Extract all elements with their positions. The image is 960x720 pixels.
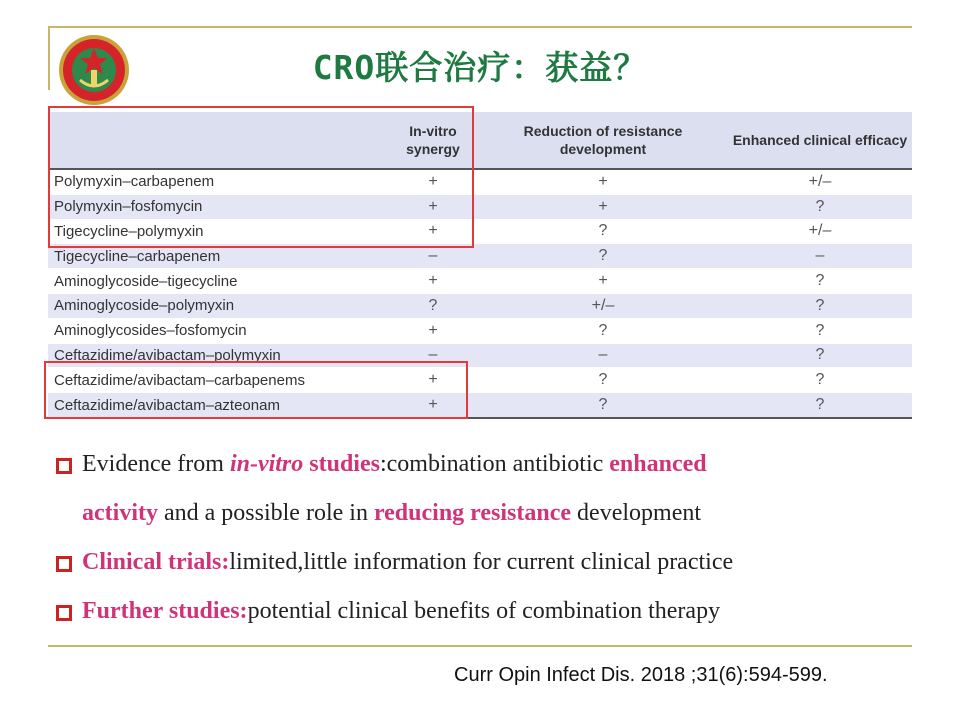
cell-reduction: + [478, 194, 728, 219]
cell-invitro: + [388, 219, 478, 244]
table-row [48, 318, 912, 343]
bullet-square-icon [56, 556, 72, 572]
cell-efficacy: ? [728, 393, 912, 418]
bullet-clinical-trials [56, 538, 926, 587]
cell-invitro: – [388, 244, 478, 269]
row-name: Ceftazidime/avibactam–polymyxin [48, 343, 388, 368]
bullet-further-studies [56, 587, 926, 636]
bullet-text: limited,little information for current clinical practice [229, 549, 734, 575]
highlight-box-top [48, 106, 474, 248]
bullet-evidence [56, 440, 926, 538]
cell-invitro: + [388, 393, 478, 418]
frame-bottom-line [48, 645, 912, 647]
bullet-text: :combination antibiotic [379, 451, 610, 477]
highlight-clinical-trials: Clinical trials: [82, 549, 230, 575]
row-name: Aminoglycoside–polymyxin [48, 293, 388, 318]
cell-efficacy: ? [728, 343, 912, 368]
table-row [48, 293, 912, 318]
row-name: Tigecycline–polymyxin [48, 219, 388, 244]
bullet-text: and a possible role in [157, 500, 374, 526]
header-efficacy: Enhanced clinical efficacy [728, 112, 912, 169]
cell-invitro: + [388, 269, 478, 294]
cell-efficacy: ? [728, 194, 912, 219]
row-name: Tigecycline–carbapenem [48, 244, 388, 269]
cell-reduction: ? [478, 219, 728, 244]
cell-reduction: + [478, 169, 728, 194]
cell-efficacy: ? [728, 368, 912, 393]
row-name: Aminoglycosides–fosfomycin [48, 318, 388, 343]
cell-reduction: + [478, 269, 728, 294]
cell-invitro: + [388, 368, 478, 393]
bullet-square-icon [56, 458, 72, 474]
highlight-box-bottom [44, 361, 468, 419]
row-name: Aminoglycoside–tigecycline [48, 269, 388, 294]
cell-invitro: – [388, 343, 478, 368]
highlight-studies: studies [303, 451, 380, 477]
cell-invitro: + [388, 169, 478, 194]
cell-reduction: – [478, 343, 728, 368]
cell-efficacy: ? [728, 293, 912, 318]
cell-efficacy: +/– [728, 169, 912, 194]
highlight-enhanced: enhanced [609, 451, 707, 477]
slide-title: CRO联合治疗：获益？ [312, 48, 648, 87]
bullet-list [56, 440, 926, 636]
cell-efficacy: ? [728, 318, 912, 343]
cell-invitro: + [388, 194, 478, 219]
cell-reduction: +/– [478, 293, 728, 318]
highlight-reducing-resistance: reducing resistance [373, 500, 572, 526]
cell-reduction: ? [478, 318, 728, 343]
row-name: Polymyxin–carbapenem [48, 169, 388, 194]
row-name: Ceftazidime/avibactam–carbapenems [48, 368, 388, 393]
cell-reduction: ? [478, 368, 728, 393]
bullet-square-icon [56, 605, 72, 621]
highlight-activity: activity [82, 500, 158, 526]
row-name: Ceftazidime/avibactam–azteonam [48, 393, 388, 418]
bullet-text: potential clinical benefits of combination therapy [247, 598, 721, 624]
frame-top-line [48, 26, 912, 28]
citation: Curr Opin Infect Dis. 2018 ;31(6):594-599. [454, 664, 828, 686]
bullet-text: Evidence from [82, 451, 230, 477]
cell-invitro: + [388, 318, 478, 343]
cell-reduction: ? [478, 244, 728, 269]
table-row [48, 269, 912, 294]
cell-efficacy: – [728, 244, 912, 269]
cell-efficacy: ? [728, 269, 912, 294]
cell-reduction: ? [478, 393, 728, 418]
header-reduction: Reduction of resistance development [478, 112, 728, 169]
cell-efficacy: +/– [728, 219, 912, 244]
highlight-further-studies: Further studies: [82, 598, 248, 624]
row-name: Polymyxin–fosfomycin [48, 194, 388, 219]
bullet-text: development [571, 500, 702, 526]
header-invitro: In-vitro synergy [388, 112, 478, 169]
cell-invitro: ? [388, 293, 478, 318]
highlight-invitro: in-vitro [229, 451, 304, 477]
